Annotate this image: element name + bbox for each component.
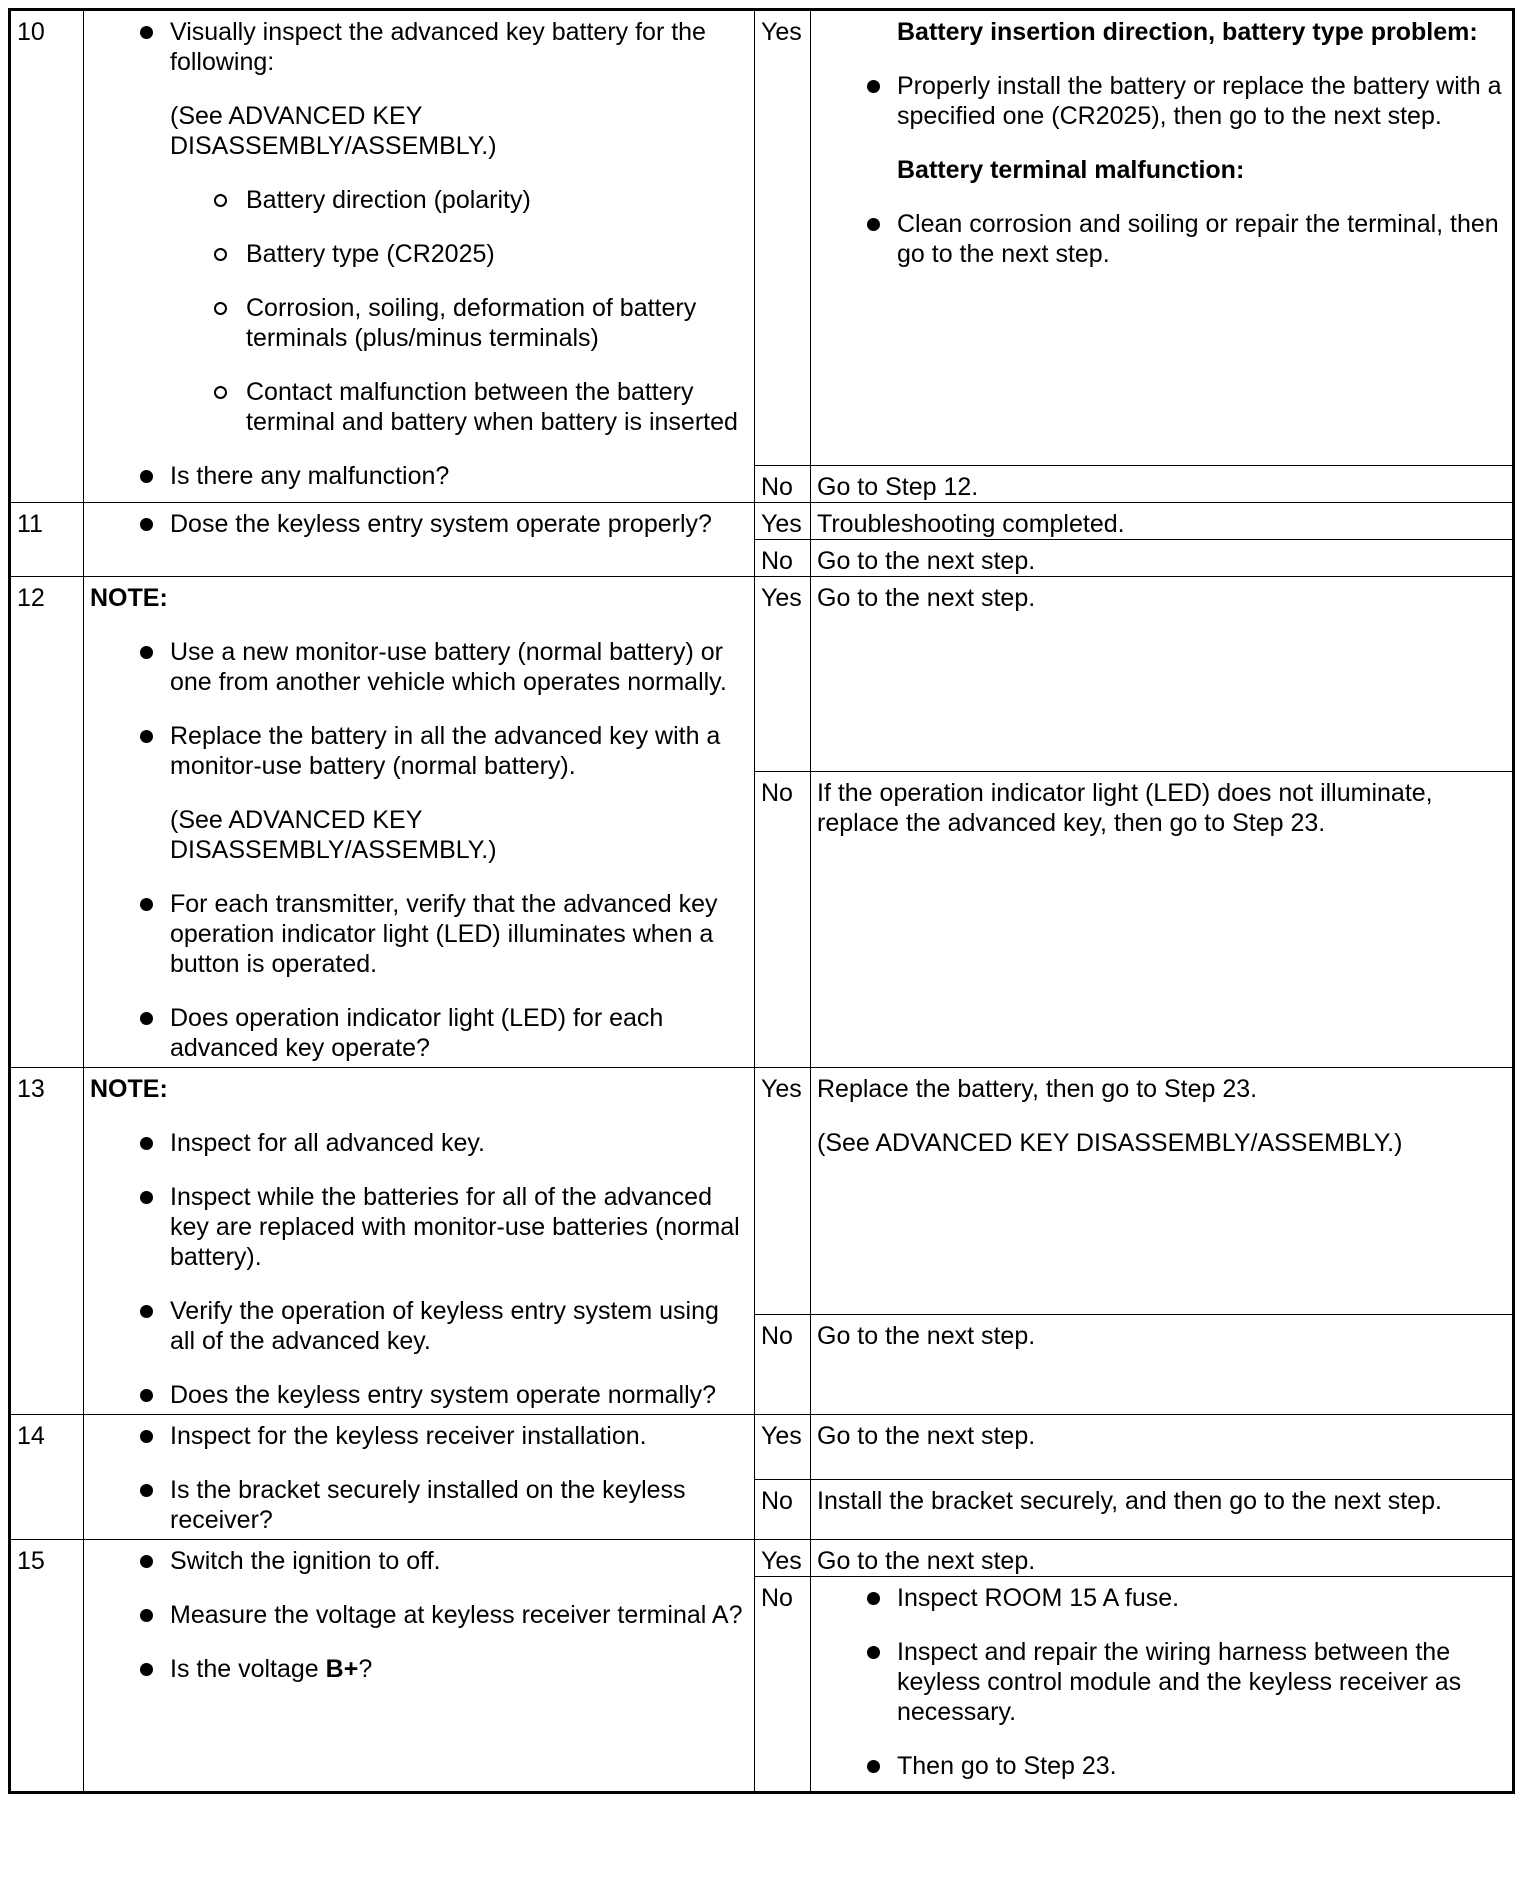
list-item: Is the voltage B+? [90, 1654, 748, 1684]
action-yes: Troubleshooting completed. [811, 503, 1514, 540]
sub-list-item: Corrosion, soiling, deformation of battery terminals (plus/minus terminals) [170, 293, 748, 353]
list-item: Is there any malfunction? [90, 461, 748, 491]
list-item: Dose the keyless entry system operate properly? [90, 509, 748, 539]
sub-list-item: Contact malfunction between the battery terminal and battery when battery is inserted [170, 377, 748, 437]
result-no: No [755, 1315, 811, 1415]
list-item: Verify the operation of keyless entry system using all of the advanced key. [90, 1296, 748, 1356]
result-no: No [755, 466, 811, 503]
result-no: No [755, 1480, 811, 1540]
step-number: 15 [10, 1540, 84, 1793]
action-no [811, 1577, 1514, 1793]
list-item: Inspect ROOM 15 A fuse. [897, 1583, 1506, 1613]
step-action [84, 1540, 755, 1793]
list-item: Does operation indicator light (LED) for each advanced key operate? [90, 1003, 748, 1063]
step-14-yes-row [10, 1415, 1514, 1480]
result-no: No [755, 772, 811, 1068]
step-action [84, 1415, 755, 1540]
result-yes: Yes [755, 577, 811, 772]
step-12-yes-row [10, 577, 1514, 772]
action-yes [811, 1068, 1514, 1315]
action-no: Install the bracket securely, and then go to the next step. [811, 1480, 1514, 1540]
action-heading: Battery insertion direction, battery type problem: [897, 18, 1478, 46]
list-item: Inspect for all advanced key. [90, 1128, 748, 1158]
action-heading: Battery terminal malfunction: [897, 156, 1245, 184]
action-text: Replace the battery, then go to Step 23. [817, 1075, 1258, 1103]
step-10-yes-row [10, 10, 1514, 466]
list-item: Use a new monitor-use battery (normal battery) or one from another vehicle which operates normally. [90, 637, 748, 697]
result-yes: Yes [755, 503, 811, 540]
action-no: If the operation indicator light (LED) does not illuminate, replace the advanced key, then go to Step 23. [811, 772, 1514, 1068]
step-number: 10 [10, 10, 84, 503]
list-item: Is the bracket securely installed on the keyless receiver? [90, 1475, 748, 1535]
sub-list-item: Battery direction (polarity) [170, 185, 748, 215]
list-item: Inspect while the batteries for all of the advanced key are replaced with monitor-use batteries (normal battery). [90, 1182, 748, 1272]
note-label: NOTE: [90, 1075, 168, 1103]
step-13-yes-row [10, 1068, 1514, 1315]
voltage-value: B+ [325, 1655, 359, 1683]
step-number: 11 [10, 503, 84, 577]
action-no: Go to Step 12. [811, 466, 1514, 503]
list-item: Switch the ignition to off. [90, 1546, 748, 1576]
list-item: Replace the battery in all the advanced key with a monitor-use battery (normal battery). (See ADVANCED KEY DISASSEMBLY/ASSEMBLY.) [90, 721, 748, 865]
list-item: Clean corrosion and soiling or repair the terminal, then go to the next step. [897, 209, 1506, 269]
result-yes: Yes [755, 1415, 811, 1480]
step-number: 12 [10, 577, 84, 1068]
reference-text: (See ADVANCED KEY DISASSEMBLY/ASSEMBLY.) [170, 102, 497, 160]
action-no: Go to the next step. [811, 540, 1514, 577]
list-item: Measure the voltage at keyless receiver terminal A? [90, 1600, 748, 1630]
result-yes: Yes [755, 1068, 811, 1315]
list-item: Visually inspect the advanced key battery for the following: (See ADVANCED KEY DISASSEMBLY/ASSEMBLY.) Battery direction (polarity) Battery type (CR2025) Corrosion, soiling, deformation of battery terminals (plus/minus terminals) Contact malfunction between the battery terminal and battery when battery is inserted [90, 17, 748, 437]
list-item: Does the keyless entry system operate normally? [90, 1380, 748, 1410]
result-no: No [755, 540, 811, 577]
troubleshooting-table [8, 8, 1515, 1794]
action-yes: Go to the next step. [811, 1540, 1514, 1577]
action-yes [811, 10, 1514, 466]
result-yes: Yes [755, 10, 811, 466]
step-action [84, 577, 755, 1068]
step-15-yes-row [10, 1540, 1514, 1577]
list-item: Inspect for the keyless receiver installation. [90, 1421, 748, 1451]
action-yes: Go to the next step. [811, 1415, 1514, 1480]
list-item: Properly install the battery or replace the battery with a specified one (CR2025), then go to the next step. [897, 71, 1506, 131]
result-no: No [755, 1577, 811, 1793]
step-action [84, 10, 755, 503]
list-item: Then go to Step 23. [897, 1751, 1506, 1781]
sub-list-item: Battery type (CR2025) [170, 239, 748, 269]
step-11-yes-row [10, 503, 1514, 540]
result-yes: Yes [755, 1540, 811, 1577]
step-number: 14 [10, 1415, 84, 1540]
step-action [84, 503, 755, 577]
action-yes: Go to the next step. [811, 577, 1514, 772]
step-action [84, 1068, 755, 1415]
reference-text: (See ADVANCED KEY DISASSEMBLY/ASSEMBLY.) [170, 806, 497, 864]
reference-text: (See ADVANCED KEY DISASSEMBLY/ASSEMBLY.) [817, 1129, 1403, 1157]
step-number: 13 [10, 1068, 84, 1415]
list-item: Inspect and repair the wiring harness between the keyless control module and the keyless receiver as necessary. [897, 1637, 1506, 1727]
action-no: Go to the next step. [811, 1315, 1514, 1415]
list-item: For each transmitter, verify that the advanced key operation indicator light (LED) illuminates when a button is operated. [90, 889, 748, 979]
note-label: NOTE: [90, 584, 168, 612]
